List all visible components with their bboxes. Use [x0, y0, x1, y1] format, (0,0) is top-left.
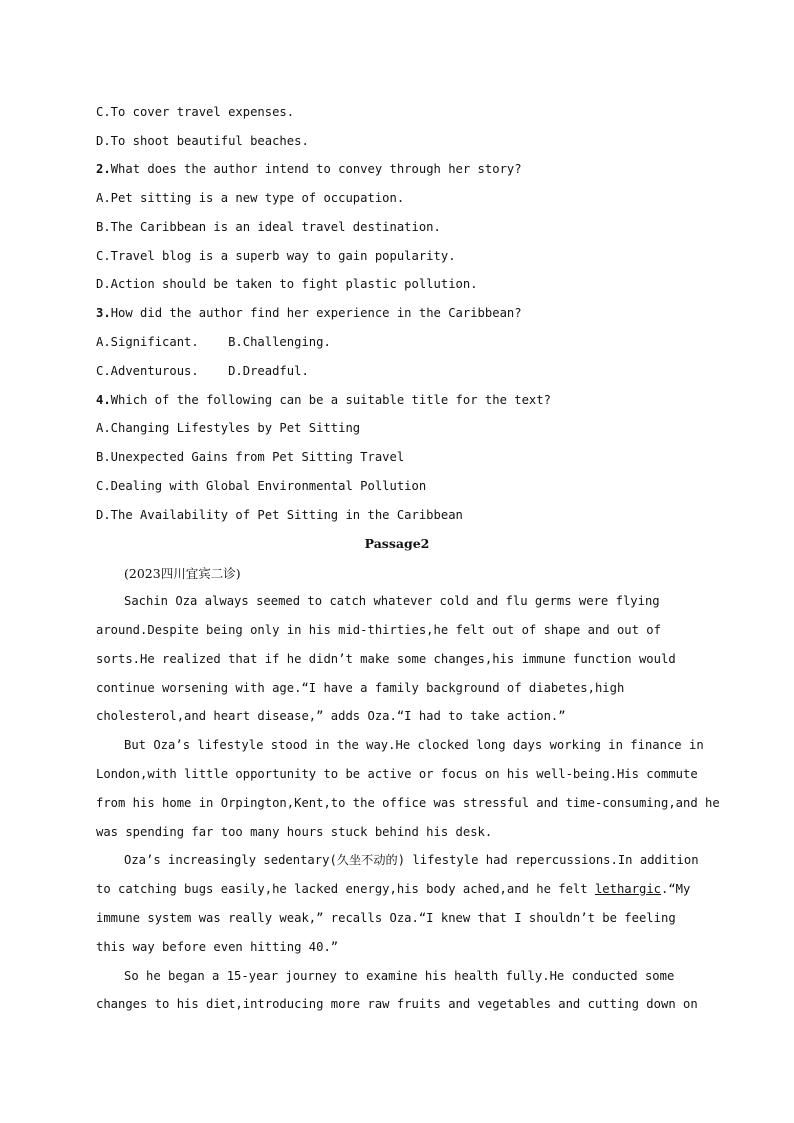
p3-line-4: this way before even hitting 40.”: [96, 940, 339, 954]
q4-option-b: B.Unexpected Gains from Pet Sitting Travel: [96, 450, 405, 464]
question-4: [96, 392, 696, 408]
question-3-number: 3.: [96, 306, 111, 320]
q2-option-d: D.Action should be taken to fight plastic pollution.: [96, 277, 478, 291]
q1-option-c: C.To cover travel expenses.: [96, 105, 295, 119]
p1-line-5: cholesterol,and heart disease,” adds Oza.“I had to take action.”: [96, 709, 566, 723]
p2-line-1: But Oza’s lifestyle stood in the way.He clocked long days working in finance in: [124, 738, 704, 752]
question-4-text: Which of the following can be a suitable title for the text?: [110, 393, 551, 407]
p2-line-4: was spending far too many hours stuck behind his desk.: [96, 825, 493, 839]
underlined-word: lethargic: [594, 882, 661, 896]
p3-line-2-start: to catching bugs easily,he lacked energy,his body ached,and he felt: [96, 882, 595, 896]
q4-option-c: C.Dealing with Global Environmental Pollution: [96, 479, 427, 493]
q3-options-ab: A.Significant. B.Challenging.: [96, 335, 331, 349]
q2-option-a: A.Pet sitting is a new type of occupation.: [96, 191, 405, 205]
q2-option-b: B.The Caribbean is an ideal travel destination.: [96, 220, 441, 234]
question-3: [96, 305, 696, 321]
p1-line-3: sorts.He realized that if he didn’t make some changes,his immune function would: [96, 652, 676, 666]
q4-option-a: A.Changing Lifestyles by Pet Sitting: [96, 421, 361, 435]
q1-option-d: D.To shoot beautiful beaches.: [96, 134, 309, 148]
p2-line-2: London,with little opportunity to be active or focus on his well-being.His commute: [96, 767, 698, 781]
p1-line-2: around.Despite being only in his mid-thirties,he felt out of shape and out of: [96, 623, 661, 637]
p4-line-2: changes to his diet,introducing more raw fruits and vegetables and cutting down on: [96, 997, 698, 1011]
question-3-text: How did the author find her experience in the Caribbean?: [110, 306, 522, 320]
p1-line-4: continue worsening with age.“I have a family background of diabetes,high: [96, 681, 625, 695]
p1-line-1: Sachin Oza always seemed to catch whatever cold and flu germs were flying: [124, 594, 660, 608]
q2-option-c: C.Travel blog is a superb way to gain popularity.: [96, 249, 456, 263]
p3-line-3: immune system was really weak,” recalls Oza.“I knew that I shouldn’t be feeling: [96, 911, 676, 925]
p2-line-3: from his home in Orpington,Kent,to the office was stressful and time-consuming,and he: [96, 796, 720, 810]
p3-line-1: Oza’s increasingly sedentary(久坐不动的) lifestyle had repercussions.In addition: [124, 853, 699, 867]
p4-line-1: So he began a 15-year journey to examine his health fully.He conducted some: [124, 969, 675, 983]
question-4-number: 4.: [96, 393, 111, 407]
q4-option-d: D.The Availability of Pet Sitting in the Caribbean: [96, 508, 463, 522]
question-2-number: 2.: [96, 162, 111, 176]
passage-source: (2023四川宜宾二诊): [124, 566, 241, 581]
p3-line-2: [96, 881, 696, 897]
q3-options-cd: C.Adventurous. D.Dreadful.: [96, 364, 309, 378]
question-2-text: What does the author intend to convey through her story?: [110, 162, 522, 176]
p3-line-2-end: .“My: [661, 882, 691, 896]
question-2: [96, 161, 696, 177]
passage-title: Passage2: [364, 536, 430, 551]
